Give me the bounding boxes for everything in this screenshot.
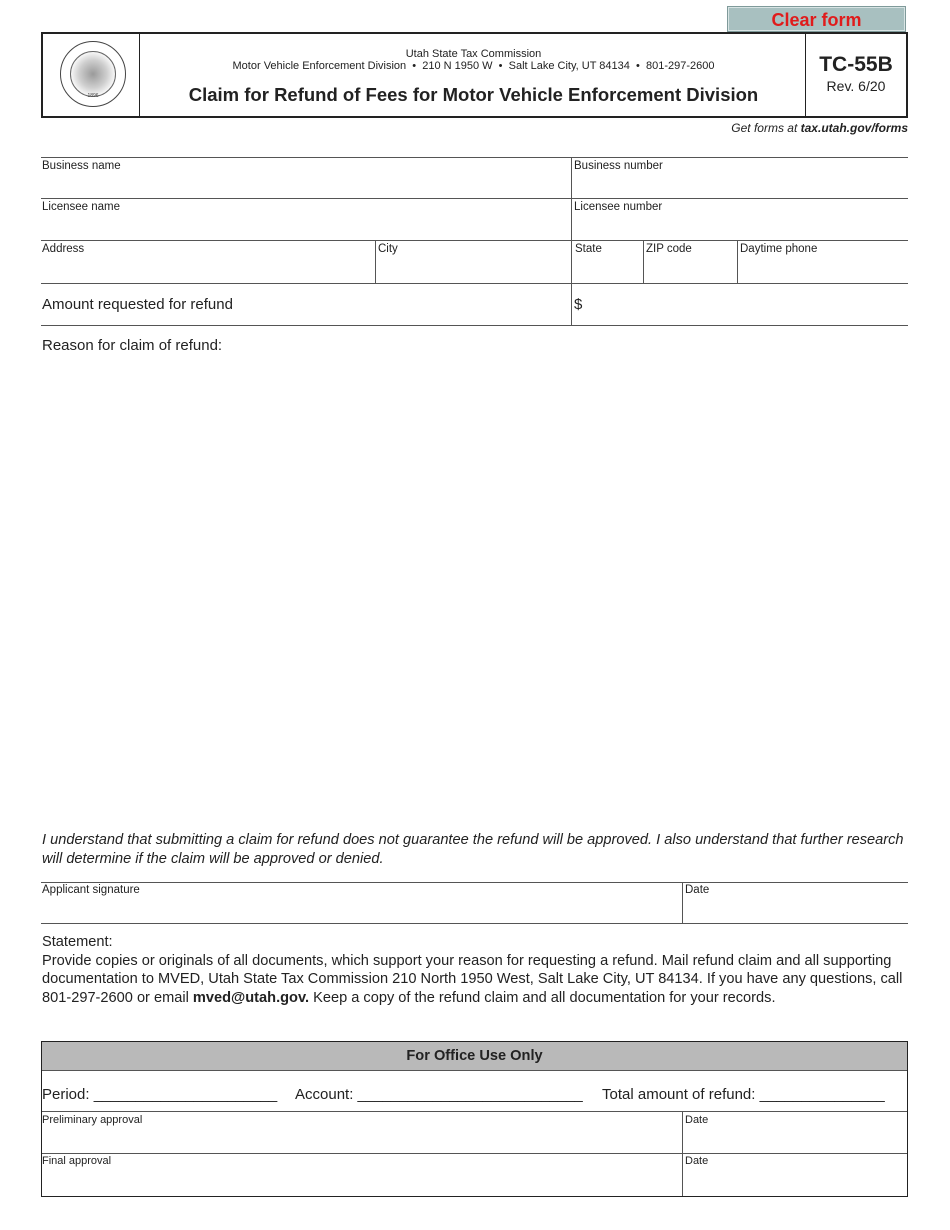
agency-name: Utah State Tax Commission bbox=[405, 48, 542, 60]
statement-text-end: Keep a copy of the refund claim and all documentation for your records. bbox=[309, 989, 776, 1006]
statement-email[interactable]: mved@utah.gov. bbox=[192, 989, 310, 1006]
business-number-field[interactable]: Business number bbox=[574, 160, 663, 172]
licensee-number-field[interactable]: Licensee number bbox=[574, 201, 663, 213]
grid-line bbox=[41, 325, 908, 326]
office-use-section bbox=[41, 1041, 908, 1197]
form-revision: Rev. 6/20 bbox=[826, 78, 886, 94]
seal-cell bbox=[43, 34, 140, 116]
signature-divider bbox=[682, 882, 683, 923]
agency-info bbox=[139, 48, 808, 72]
form-code-cell bbox=[805, 34, 906, 116]
grid-divider bbox=[643, 240, 644, 283]
get-forms-link[interactable] bbox=[731, 121, 908, 135]
signature-line bbox=[41, 882, 908, 883]
clear-form-button[interactable]: Clear form bbox=[727, 6, 906, 32]
grid-line bbox=[41, 157, 908, 158]
signature-date-field[interactable]: Date bbox=[685, 884, 710, 896]
amount-field[interactable]: $ bbox=[574, 296, 583, 313]
statement bbox=[42, 933, 908, 1007]
form-header bbox=[41, 32, 908, 118]
reason-textarea[interactable] bbox=[42, 358, 908, 818]
period-field[interactable]: Period: ______________________ bbox=[42, 1086, 278, 1103]
acknowledgement-text: I understand that submitting a claim for refund does not guarantee the refund will be approved. I also understand that further research will determine if the claim will be approved or denied. bbox=[42, 832, 904, 867]
statement-heading: Statement: bbox=[42, 934, 113, 950]
business-name-field[interactable]: Business name bbox=[42, 160, 121, 172]
grid-divider bbox=[737, 240, 738, 283]
form-title: Claim for Refund of Fees for Motor Vehicle Enforcement Division bbox=[188, 84, 759, 105]
office-use-heading: For Office Use Only bbox=[42, 1042, 907, 1071]
get-forms-prefix: Get forms at bbox=[731, 121, 801, 135]
total-refund-field[interactable]: Total amount of refund: _______________ bbox=[602, 1086, 885, 1103]
form-code: TC-55B bbox=[819, 53, 893, 76]
seal-year: 1896 bbox=[87, 93, 99, 99]
office-line bbox=[42, 1111, 907, 1112]
final-date-field[interactable]: Date bbox=[685, 1155, 709, 1167]
city-field[interactable]: City bbox=[378, 243, 398, 255]
applicant-signature-field[interactable]: Applicant signature bbox=[42, 884, 140, 896]
grid-line bbox=[41, 198, 908, 199]
seal-emblem bbox=[70, 51, 116, 97]
get-forms-url[interactable]: tax.utah.gov/forms bbox=[800, 121, 908, 135]
grid-divider bbox=[571, 157, 572, 325]
account-field[interactable]: Account: ___________________________ bbox=[295, 1086, 583, 1103]
grid-divider bbox=[375, 240, 376, 283]
signature-line bbox=[41, 923, 908, 924]
statement-text: Provide copies or originals of all documents, which support your reason for requesting a refund. Mail refund claim and all supporting documentation to MVED, Utah State Tax Commission 210 North 1950 West, Salt Lake City, UT 84134. If you have any questions, call 801-297-2600 or email bbox=[42, 952, 903, 1006]
preliminary-approval-field[interactable]: Preliminary approval bbox=[42, 1114, 143, 1126]
address-field[interactable]: Address bbox=[42, 243, 85, 255]
office-divider bbox=[682, 1111, 683, 1196]
phone-field[interactable]: Daytime phone bbox=[740, 243, 818, 255]
final-approval-field[interactable]: Final approval bbox=[42, 1155, 112, 1167]
preliminary-date-field[interactable]: Date bbox=[685, 1114, 709, 1126]
state-field[interactable]: State bbox=[575, 243, 602, 255]
grid-line bbox=[41, 283, 908, 284]
office-line bbox=[42, 1153, 907, 1154]
statement-body bbox=[42, 952, 908, 1008]
amount-label: Amount requested for refund bbox=[42, 296, 233, 313]
zip-field[interactable]: ZIP code bbox=[646, 243, 692, 255]
reason-label: Reason for claim of refund: bbox=[42, 337, 223, 354]
division-line: Motor Vehicle Enforcement Division • 210 N 1950 W • Salt Lake City, UT 84134 • 801-297-2600 bbox=[232, 60, 715, 72]
state-seal-icon bbox=[60, 41, 126, 107]
grid-line bbox=[41, 240, 908, 241]
licensee-name-field[interactable]: Licensee name bbox=[42, 201, 120, 213]
